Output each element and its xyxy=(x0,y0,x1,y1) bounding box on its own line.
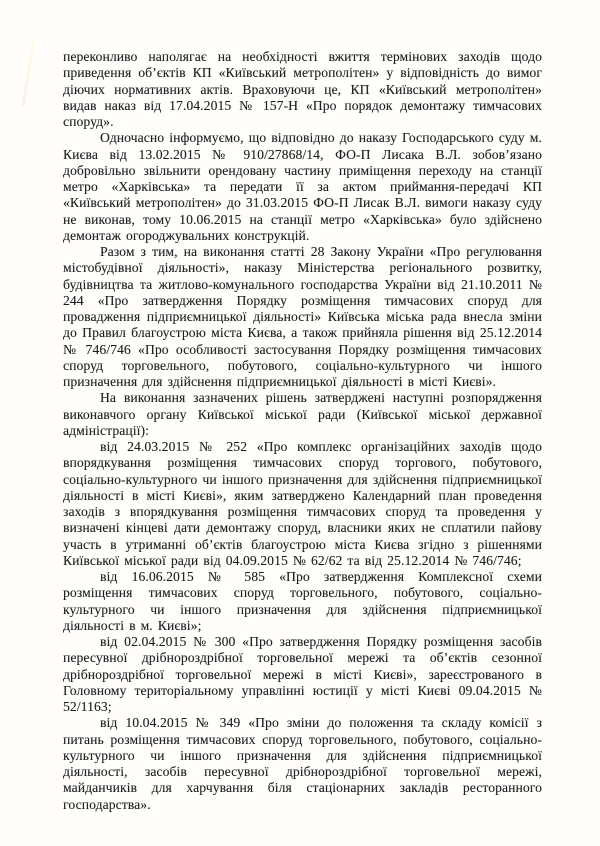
paragraph-list-item: від 16.06.2015 № 585 «Про затвердження Комплексної схеми розміщення тимчасових споруд торговельного, побутового, соціально-культурного чи іншого призначення для здійснення підприємницької діяльності в м. Києві»; xyxy=(63,569,542,633)
scan-artifact xyxy=(22,38,36,106)
paragraph-list-item: від 24.03.2015 № 252 «Про комплекс організаційних заходів щодо впорядкування розміщення тимчасових споруд торгового, побутового, соціально-культурного чи іншого призначення для здійснення підприємницької діяльності в місті Києві», яким затверджено Календарний план проведення заходів з впорядкування розміщення тимчасових споруд та проведення у визначені кінцеві дати демонтажу споруд, власники яких не сплатили пайову участь в утриманні об’єктів благоустрою міста Києва згідно з рішеннями Київської міської ради від 04.09.2015 № 62/62 та від 25.12.2014 № 746/746; xyxy=(63,439,542,568)
document-body xyxy=(63,49,542,813)
paragraph: На виконання зазначених рішень затверджені наступні розпорядження виконавчого органу Київської міської ради (Київської міської державної адміністрації): xyxy=(63,390,542,438)
paragraph: Разом з тим, на виконання статті 28 Закону України «Про регулювання містобудівної діяльності», наказу Міністерства регіонального розвитку, будівництва та житлово-комунального господарства України від 21.10.2011 № 244 «Про затвердження Порядку розміщення тимчасових споруд для провадження підприємницької діяльності» Київська міська рада внесла зміни до Правил благоустрою міста Києва, а також прийняла рішення від 25.12.2014 № 746/746 «Про особливості застосування Порядку розміщення тимчасових споруд торговельного, побутового, соціально-культурного чи іншого призначення для здійснення підприємницької діяльності в місті Києві». xyxy=(63,244,542,389)
paragraph-continuation: переконливо наполягає на необхідності вжиття термінових заходів щодо приведення об’єктів КП «Київський метрополітен» у відповідність до вимог діючих нормативних актів. Враховуючи це, КП «Київський метрополітен» видав наказ від 17.04.2015 № 157-Н «Про порядок демонтажу тимчасових споруд». xyxy=(63,49,542,129)
paragraph-list-item: від 10.04.2015 № 349 «Про зміни до положення та складу комісії з питань розміщення тимчасових споруд торговельного, побутового, соціально-культурного чи іншого призначення для здійснення підприємницької діяльності, засобів пересувної дрібнороздрібної торговельної мережі, майданчиків для харчування біля стаціонарних закладів ресторанного господарства». xyxy=(63,715,542,812)
paragraph-list-item: від 02.04.2015 № 300 «Про затвердження Порядку розміщення засобів пересувної дрібнороздрібної торговельної мережі та об’єктів сезонної дрібнороздрібної торговельної мережі в місті Києві», зареєстрованого в Головному територіальному управлінні юстиції у місті Києві 09.04.2015 № 52/1163; xyxy=(63,634,542,714)
paragraph: Одночасно інформуємо, що відповідно до наказу Господарського суду м. Києва від 13.02.2015 № 910/27868/14, ФО-П Лисака В.Л. зобов’язано добровільно звільнити орендовану частину приміщення переходу на станції метро «Харківська» та передати її за актом приймання-передачі КП «Київський метрополітен» до 31.03.2015 ФО-П Лисак В.Л. вимоги наказу суду не виконав, тому 10.06.2015 на станції метро «Харківська» було здійснено демонтаж огороджувальних конструкцій. xyxy=(63,130,542,243)
